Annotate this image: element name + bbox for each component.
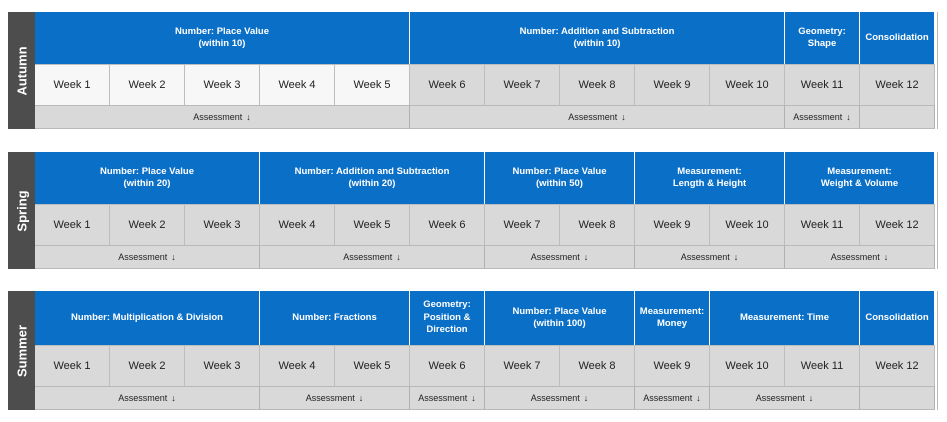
week-cell: Week 11: [785, 64, 860, 105]
assessment-label: Assessment: [643, 393, 693, 403]
week-cell: Week 4: [260, 204, 335, 245]
topic-header: Number: Addition and Subtraction (within 20): [260, 152, 485, 204]
arrow-down-icon: ↓: [396, 252, 401, 262]
term-name: Summer: [14, 324, 29, 377]
term-label-spring: [8, 152, 35, 269]
topic-header: Measurement: Money: [635, 291, 710, 345]
week-cell: Week 1: [35, 345, 110, 386]
assessment-label: Assessment: [193, 112, 243, 122]
assessment-label: Assessment: [118, 393, 168, 403]
week-cell: Week 5: [335, 345, 410, 386]
assessment-label: Assessment: [830, 252, 880, 262]
assessment-cell: [860, 386, 935, 410]
assessment-label: Assessment: [305, 393, 355, 403]
topic-header: Number: Multiplication & Division: [35, 291, 260, 345]
topic-header: Number: Place Value (within 10): [35, 12, 410, 64]
arrow-down-icon: ↓: [846, 112, 851, 122]
week-cell: Week 10: [710, 345, 785, 386]
term-summer: [8, 291, 937, 410]
week-cell: Week 10: [710, 64, 785, 105]
term-label-summer: [8, 291, 35, 410]
topic-header: Measurement: Length & Height: [635, 152, 785, 204]
term-name: Spring: [14, 189, 29, 232]
week-cell: Week 8: [560, 64, 635, 105]
topic-header: Geometry: Position & Direction: [410, 291, 485, 345]
arrow-down-icon: ↓: [621, 112, 626, 122]
week-cell: Week 1: [35, 64, 110, 105]
term-spring: [8, 152, 937, 269]
week-cell: Week 3: [185, 64, 260, 105]
topic-header: Measurement: Weight & Volume: [785, 152, 935, 204]
topic-header: Geometry: Shape: [785, 12, 860, 64]
assessment-cell: [35, 386, 260, 410]
week-cell: Week 7: [485, 345, 560, 386]
term-name: Autumn: [14, 45, 29, 96]
assessment-cell: [485, 386, 635, 410]
arrow-down-icon: ↓: [883, 252, 889, 262]
term-grid-autumn: [35, 12, 938, 129]
week-cell: Week 11: [785, 204, 860, 245]
week-cell: Week 3: [185, 204, 260, 245]
arrow-down-icon: ↓: [171, 252, 176, 262]
assessment-label: Assessment: [755, 393, 805, 403]
assessment-cell: [410, 386, 485, 410]
week-cell: Week 6: [410, 345, 485, 386]
assessment-cell: [410, 105, 785, 129]
term-label-autumn: [8, 12, 35, 129]
assessment-label: Assessment: [680, 252, 730, 262]
assessment-cell: [260, 245, 485, 269]
week-cell: Week 2: [110, 64, 185, 105]
assessment-cell: [860, 105, 935, 129]
term-autumn: [8, 12, 937, 129]
week-cell: Week 4: [260, 64, 335, 105]
topic-header: Number: Place Value (within 20): [35, 152, 260, 204]
week-cell: Week 9: [635, 345, 710, 386]
arrow-down-icon: ↓: [583, 252, 589, 262]
assessment-cell: [785, 105, 860, 129]
arrow-down-icon: ↓: [471, 393, 476, 403]
week-cell: Week 9: [635, 204, 710, 245]
arrow-down-icon: ↓: [171, 393, 176, 403]
arrow-down-icon: ↓: [358, 393, 364, 403]
assessment-cell: [635, 386, 710, 410]
week-cell: Week 6: [410, 204, 485, 245]
assessment-cell: [485, 245, 635, 269]
week-cell: Week 7: [485, 204, 560, 245]
topic-header: Consolidation: [860, 12, 935, 64]
week-cell: Week 7: [485, 64, 560, 105]
week-cell: Week 9: [635, 64, 710, 105]
assessment-cell: [785, 245, 935, 269]
assessment-label: Assessment: [530, 252, 580, 262]
week-cell: Week 10: [710, 204, 785, 245]
topic-header: Consolidation: [860, 291, 935, 345]
term-grid-summer: [35, 291, 938, 410]
week-cell: Week 5: [335, 64, 410, 105]
week-cell: Week 12: [860, 204, 935, 245]
term-grid-spring: [35, 152, 938, 269]
week-cell: Week 2: [110, 204, 185, 245]
topic-header: Number: Addition and Subtraction (within 10): [410, 12, 785, 64]
week-cell: Week 5: [335, 204, 410, 245]
week-cell: Week 12: [860, 345, 935, 386]
assessment-label: Assessment: [118, 252, 168, 262]
assessment-label: Assessment: [793, 112, 843, 122]
arrow-down-icon: ↓: [808, 393, 814, 403]
week-cell: Week 1: [35, 204, 110, 245]
assessment-cell: [260, 386, 410, 410]
week-cell: Week 6: [410, 64, 485, 105]
assessment-label: Assessment: [530, 393, 580, 403]
week-cell: Week 8: [560, 345, 635, 386]
topic-header: Number: Place Value (within 50): [485, 152, 635, 204]
topic-header: Number: Place Value (within 100): [485, 291, 635, 345]
arrow-down-icon: ↓: [733, 252, 739, 262]
week-cell: Week 12: [860, 64, 935, 105]
assessment-label: Assessment: [418, 393, 468, 403]
assessment-cell: [635, 245, 785, 269]
assessment-cell: [35, 245, 260, 269]
topic-header: Number: Fractions: [260, 291, 410, 345]
assessment-label: Assessment: [343, 252, 393, 262]
assessment-cell: [35, 105, 410, 129]
week-cell: Week 3: [185, 345, 260, 386]
week-cell: Week 11: [785, 345, 860, 386]
topic-header: Measurement: Time: [710, 291, 860, 345]
week-cell: Week 8: [560, 204, 635, 245]
week-cell: Week 2: [110, 345, 185, 386]
arrow-down-icon: ↓: [246, 112, 251, 122]
week-cell: Week 4: [260, 345, 335, 386]
assessment-label: Assessment: [568, 112, 618, 122]
arrow-down-icon: ↓: [583, 393, 589, 403]
arrow-down-icon: ↓: [696, 393, 701, 403]
assessment-cell: [710, 386, 860, 410]
